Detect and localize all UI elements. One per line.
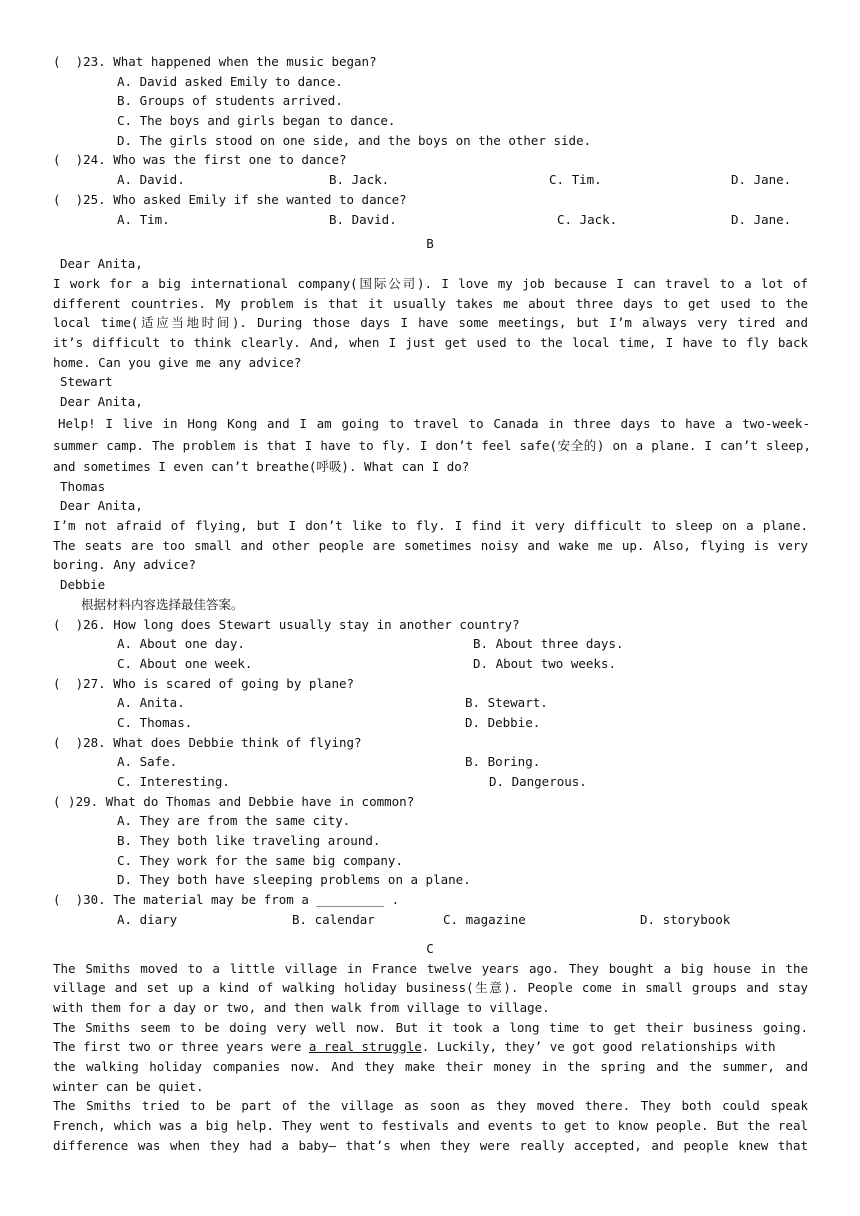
q23-option-a: A. David asked Emily to dance. xyxy=(117,74,343,89)
section-c-heading: C xyxy=(426,941,434,956)
q28-option-d: D. Dangerous. xyxy=(489,774,587,789)
q24-option-b: B. Jack. xyxy=(329,172,390,187)
q30-option-b: B. calendar xyxy=(292,912,375,927)
question-23-stem: ( )23. What happened when the music began? xyxy=(53,54,377,69)
q26-option-a: A. About one day. xyxy=(117,636,245,651)
q25-option-a: A. Tim. xyxy=(117,212,170,227)
q30-option-c: C. magazine xyxy=(443,912,526,927)
letter1-line: it’s difficult to think clearly. And, when I just get used to the local time, I have to fly back xyxy=(53,335,808,350)
q26-option-b: B. About three days. xyxy=(473,636,624,651)
q24-option-d: D. Jane. xyxy=(731,172,792,187)
letter2-greeting: Dear Anita, xyxy=(60,394,143,409)
letter2-line: and sometimes I even can’t breathe(呼吸). What can I do? xyxy=(53,459,470,474)
q29-option-c: C. They work for the same big company. xyxy=(117,853,403,868)
q27-option-b: B. Stewart. xyxy=(465,695,548,710)
passage-c-line: French, which was a big help. They went to festivals and events to get to know people. But the real xyxy=(53,1118,808,1133)
passage-c-line: difference was when they had a baby— that’s when they were really accepted, and people knew that xyxy=(53,1138,808,1153)
q27-option-d: D. Debbie. xyxy=(465,715,541,730)
q25-option-b: B. David. xyxy=(329,212,397,227)
q28-option-c: C. Interesting. xyxy=(117,774,230,789)
letter2-line: Help! I live in Hong Kong and I am going to travel to Canada in three days to have a two-week- xyxy=(58,416,810,431)
passage-c-line: The Smiths tried to be part of the village as soon as they moved there. They both could speak xyxy=(53,1098,808,1113)
q28-option-b: B. Boring. xyxy=(465,754,541,769)
q29-option-d: D. They both have sleeping problems on a plane. xyxy=(117,872,471,887)
q24-option-c: C. Tim. xyxy=(549,172,602,187)
passage-c-line: the walking holiday companies now. And they make their money in the spring and the summer, and xyxy=(53,1059,808,1074)
q27-option-c: C. Thomas. xyxy=(117,715,193,730)
q30-option-a: A. diary xyxy=(117,912,178,927)
question-24-stem: ( )24. Who was the first one to dance? xyxy=(53,152,347,167)
instruction-text: 根据材料内容选择最佳答案。 xyxy=(81,597,244,612)
q29-option-a: A. They are from the same city. xyxy=(117,813,351,828)
letter3-signature: Debbie xyxy=(60,577,106,592)
letter1-greeting: Dear Anita, xyxy=(60,256,143,271)
letter2-line: summer camp. The problem is that I have to fly. I don’t feel safe(安全的) on a plane. I can’t sleep, xyxy=(53,438,811,453)
letter3-line: I’m not afraid of flying, but I don’t like to fly. I find it very difficult to sleep on a plane. xyxy=(53,518,808,533)
question-30-stem: ( )30. The material may be from a _________ . xyxy=(53,892,400,907)
q25-option-c: C. Jack. xyxy=(557,212,618,227)
q28-option-a: A. Safe. xyxy=(117,754,178,769)
question-27-stem: ( )27. Who is scared of going by plane? xyxy=(53,676,355,691)
passage-c-text: . Luckily, they’ ve got good relationships with xyxy=(421,1039,776,1054)
q29-option-b: B. They both like traveling around. xyxy=(117,833,381,848)
question-28-stem: ( )28. What does Debbie think of flying? xyxy=(53,735,362,750)
q25-option-d: D. Jane. xyxy=(731,212,792,227)
underlined-phrase: a real struggle xyxy=(308,1039,422,1054)
passage-c-line: The Smiths moved to a little village in France twelve years ago. They bought a big house in the xyxy=(53,961,808,976)
letter1-line: home. Can you give me any advice? xyxy=(53,355,302,370)
q24-option-a: A. David. xyxy=(117,172,185,187)
passage-c-line: winter can be quiet. xyxy=(53,1079,204,1094)
passage-c-line: village and set up a kind of walking holiday business(生意). People come in small groups and stay xyxy=(53,980,808,995)
q26-option-d: D. About two weeks. xyxy=(473,656,616,671)
letter3-greeting: Dear Anita, xyxy=(60,498,143,513)
section-b-heading: B xyxy=(426,236,434,251)
passage-c-line-with-underline xyxy=(53,1039,808,1055)
q27-option-a: A. Anita. xyxy=(117,695,185,710)
q23-option-c: C. The boys and girls began to dance. xyxy=(117,113,396,128)
question-26-stem: ( )26. How long does Stewart usually stay in another country? xyxy=(53,617,520,632)
question-29-stem: ( )29. What do Thomas and Debbie have in common? xyxy=(53,794,415,809)
q23-option-d: D. The girls stood on one side, and the boys on the other side. xyxy=(117,133,592,148)
letter2-signature: Thomas xyxy=(60,479,106,494)
q26-option-c: C. About one week. xyxy=(117,656,253,671)
letter1-line: I work for a big international company(国际公司). I love my job because I can travel to a lot of xyxy=(53,276,808,291)
passage-c-text: The first two or three years were xyxy=(53,1039,309,1054)
passage-c-line: The Smiths seem to be doing very well now. But it took a long time to get their business going. xyxy=(53,1020,808,1035)
question-25-stem: ( )25. Who asked Emily if she wanted to dance? xyxy=(53,192,407,207)
letter1-signature: Stewart xyxy=(60,374,113,389)
passage-c-line: with them for a day or two, and then walk from village to village. xyxy=(53,1000,550,1015)
letter3-line: The seats are too small and other people are sometimes noisy and wake me up. Also, flying is very xyxy=(53,538,808,553)
q30-option-d: D. storybook xyxy=(640,912,731,927)
letter3-line: boring. Any advice? xyxy=(53,557,196,572)
letter1-line: local time(适应当地时间). During those days I have some meetings, but I’m always very tired and xyxy=(53,315,808,330)
q23-option-b: B. Groups of students arrived. xyxy=(117,93,343,108)
letter1-line: different countries. My problem is that it usually takes me about three days to get used to the xyxy=(53,296,808,311)
